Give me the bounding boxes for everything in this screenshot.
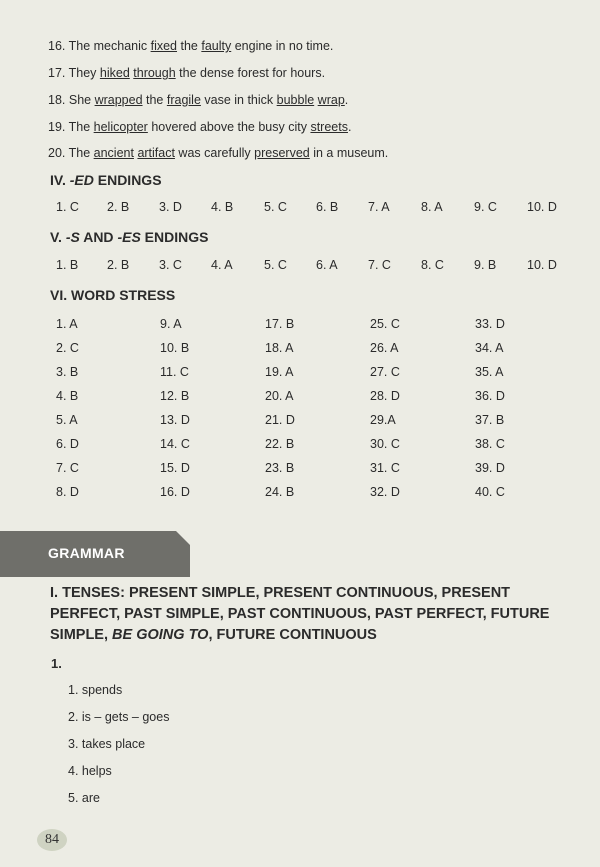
- underlined-word: bubble: [276, 93, 315, 107]
- underlined-word: faulty: [201, 39, 232, 53]
- s-answer: 2. B: [107, 258, 130, 272]
- sentence-item: [48, 119, 351, 135]
- grammar-banner-label: GRAMMAR: [48, 545, 125, 561]
- sentence-text: .: [347, 120, 352, 134]
- sentence-number: 19.: [48, 120, 69, 134]
- exercise-number: 1.: [51, 656, 62, 671]
- underlined-word: hiked: [99, 66, 130, 80]
- ed-answer: 6. B: [316, 200, 339, 214]
- ed-answer: 4. B: [211, 200, 234, 214]
- s-answer: 9. B: [474, 258, 497, 272]
- s-answer: 1. B: [56, 258, 79, 272]
- sentence-number: 18.: [48, 93, 69, 107]
- word-stress-answer: 32. D: [370, 485, 400, 499]
- exercise-answer: 5. are: [68, 791, 100, 805]
- underlined-word: wrapped: [94, 93, 143, 107]
- word-stress-answer: 24. B: [265, 485, 295, 499]
- word-stress-answer: 28. D: [370, 389, 400, 403]
- word-stress-answer: 15. D: [160, 461, 190, 475]
- word-stress-answer: 4. B: [56, 389, 79, 403]
- word-stress-answer: 12. B: [160, 389, 190, 403]
- sentence-text: the dense forest for hours.: [175, 66, 326, 80]
- ed-answer: 10. D: [527, 200, 557, 214]
- s-answer: 3. C: [159, 258, 182, 272]
- word-stress-answer: 25. C: [370, 317, 400, 331]
- underlined-word: preserved: [254, 146, 310, 160]
- word-stress-answer: 22. B: [265, 437, 295, 451]
- s-es-endings-heading: V. -S AND -ES ENDINGS: [50, 229, 209, 245]
- word-stress-answer: 26. A: [370, 341, 399, 355]
- word-stress-answer: 10. B: [160, 341, 190, 355]
- word-stress-answer: 2. C: [56, 341, 79, 355]
- word-stress-answer: 40. C: [475, 485, 505, 499]
- word-stress-answer: 19. A: [265, 365, 294, 379]
- word-stress-answer: 6. D: [56, 437, 79, 451]
- word-stress-answer: 38. C: [475, 437, 505, 451]
- ed-answer: 1. C: [56, 200, 79, 214]
- word-stress-answer: 29.A: [370, 413, 396, 427]
- ed-answer: 9. C: [474, 200, 497, 214]
- sentence-text: The mechanic: [68, 39, 151, 53]
- word-stress-answer: 30. C: [370, 437, 400, 451]
- word-stress-answer: 16. D: [160, 485, 190, 499]
- sentence-text: She: [68, 93, 95, 107]
- word-stress-answer: 31. C: [370, 461, 400, 475]
- word-stress-answer: 21. D: [265, 413, 295, 427]
- s-answer: 7. C: [368, 258, 391, 272]
- underlined-word: wrap: [317, 93, 345, 107]
- word-stress-answer: 34. A: [475, 341, 504, 355]
- underlined-word: through: [133, 66, 176, 80]
- ed-endings-heading: IV. -ED ENDINGS: [50, 172, 162, 188]
- word-stress-answer: 18. A: [265, 341, 294, 355]
- underlined-word: ancient: [93, 146, 134, 160]
- word-stress-answer: 39. D: [475, 461, 505, 475]
- word-stress-answer: 5. A: [56, 413, 78, 427]
- s-answer: 4. A: [211, 258, 233, 272]
- word-stress-heading: VI. WORD STRESS: [50, 287, 176, 303]
- word-stress-answer: 7. C: [56, 461, 79, 475]
- underlined-word: helicopter: [93, 120, 148, 134]
- sentence-text: vase in thick: [200, 93, 277, 107]
- word-stress-answer: 11. C: [160, 365, 189, 379]
- word-stress-answer: 27. C: [370, 365, 400, 379]
- word-stress-answer: 37. B: [475, 413, 505, 427]
- ed-answer: 7. A: [368, 200, 390, 214]
- sentence-text: the: [177, 39, 202, 53]
- ed-answer: 3. D: [159, 200, 182, 214]
- sentence-text: engine in no time.: [231, 39, 334, 53]
- s-answer: 8. C: [421, 258, 444, 272]
- sentence-text: The: [68, 146, 94, 160]
- word-stress-answer: 20. A: [265, 389, 294, 403]
- underlined-word: fixed: [150, 39, 178, 53]
- sentence-number: 16.: [48, 39, 69, 53]
- s-answer: 5. C: [264, 258, 287, 272]
- exercise-answer: 2. is – gets – goes: [68, 710, 170, 724]
- sentence-number: 20.: [48, 146, 69, 160]
- tenses-heading: I. TENSES: PRESENT SIMPLE, PRESENT CONTINUOUS, PRESENT PERFECT, PAST SIMPLE, PAST CONTINUOUS, PAST PERFECT, FUTURE SIMPLE, BE GOING TO, FUTURE CONTINUOUS: [50, 585, 550, 643]
- sentence-text: They: [68, 66, 100, 80]
- word-stress-answer: 3. B: [56, 365, 79, 379]
- exercise-answer: 4. helps: [68, 764, 112, 778]
- word-stress-answer: 35. A: [475, 365, 504, 379]
- sentence-text: hovered above the busy city: [147, 120, 311, 134]
- exercise-answer: 3. takes place: [68, 737, 146, 751]
- word-stress-answer: 14. C: [160, 437, 190, 451]
- word-stress-answer: 36. D: [475, 389, 505, 403]
- sentence-item: [48, 145, 388, 161]
- sentence-text: .: [344, 93, 349, 107]
- sentence-text: the: [142, 93, 167, 107]
- page-number: 84: [37, 829, 67, 851]
- word-stress-answer: 23. B: [265, 461, 295, 475]
- sentence-item: [48, 65, 325, 81]
- exercise-answer: 1. spends: [68, 683, 123, 697]
- ed-answer: 5. C: [264, 200, 287, 214]
- underlined-word: streets: [310, 120, 348, 134]
- word-stress-answer: 8. D: [56, 485, 79, 499]
- underlined-word: artifact: [137, 146, 175, 160]
- word-stress-answer: 1. A: [56, 317, 78, 331]
- s-answer: 6. A: [316, 258, 338, 272]
- ed-answer: 2. B: [107, 200, 130, 214]
- s-answer: 10. D: [527, 258, 557, 272]
- sentence-item: [48, 38, 333, 54]
- sentence-text: was carefully: [174, 146, 255, 160]
- word-stress-answer: 9. A: [160, 317, 182, 331]
- underlined-word: fragile: [166, 93, 201, 107]
- sentence-text: The: [68, 120, 94, 134]
- sentence-text: in a museum.: [309, 146, 389, 160]
- sentence-number: 17.: [48, 66, 69, 80]
- word-stress-answer: 17. B: [265, 317, 295, 331]
- word-stress-answer: 33. D: [475, 317, 505, 331]
- sentence-item: [48, 92, 348, 108]
- ed-answer: 8. A: [421, 200, 443, 214]
- word-stress-answer: 13. D: [160, 413, 190, 427]
